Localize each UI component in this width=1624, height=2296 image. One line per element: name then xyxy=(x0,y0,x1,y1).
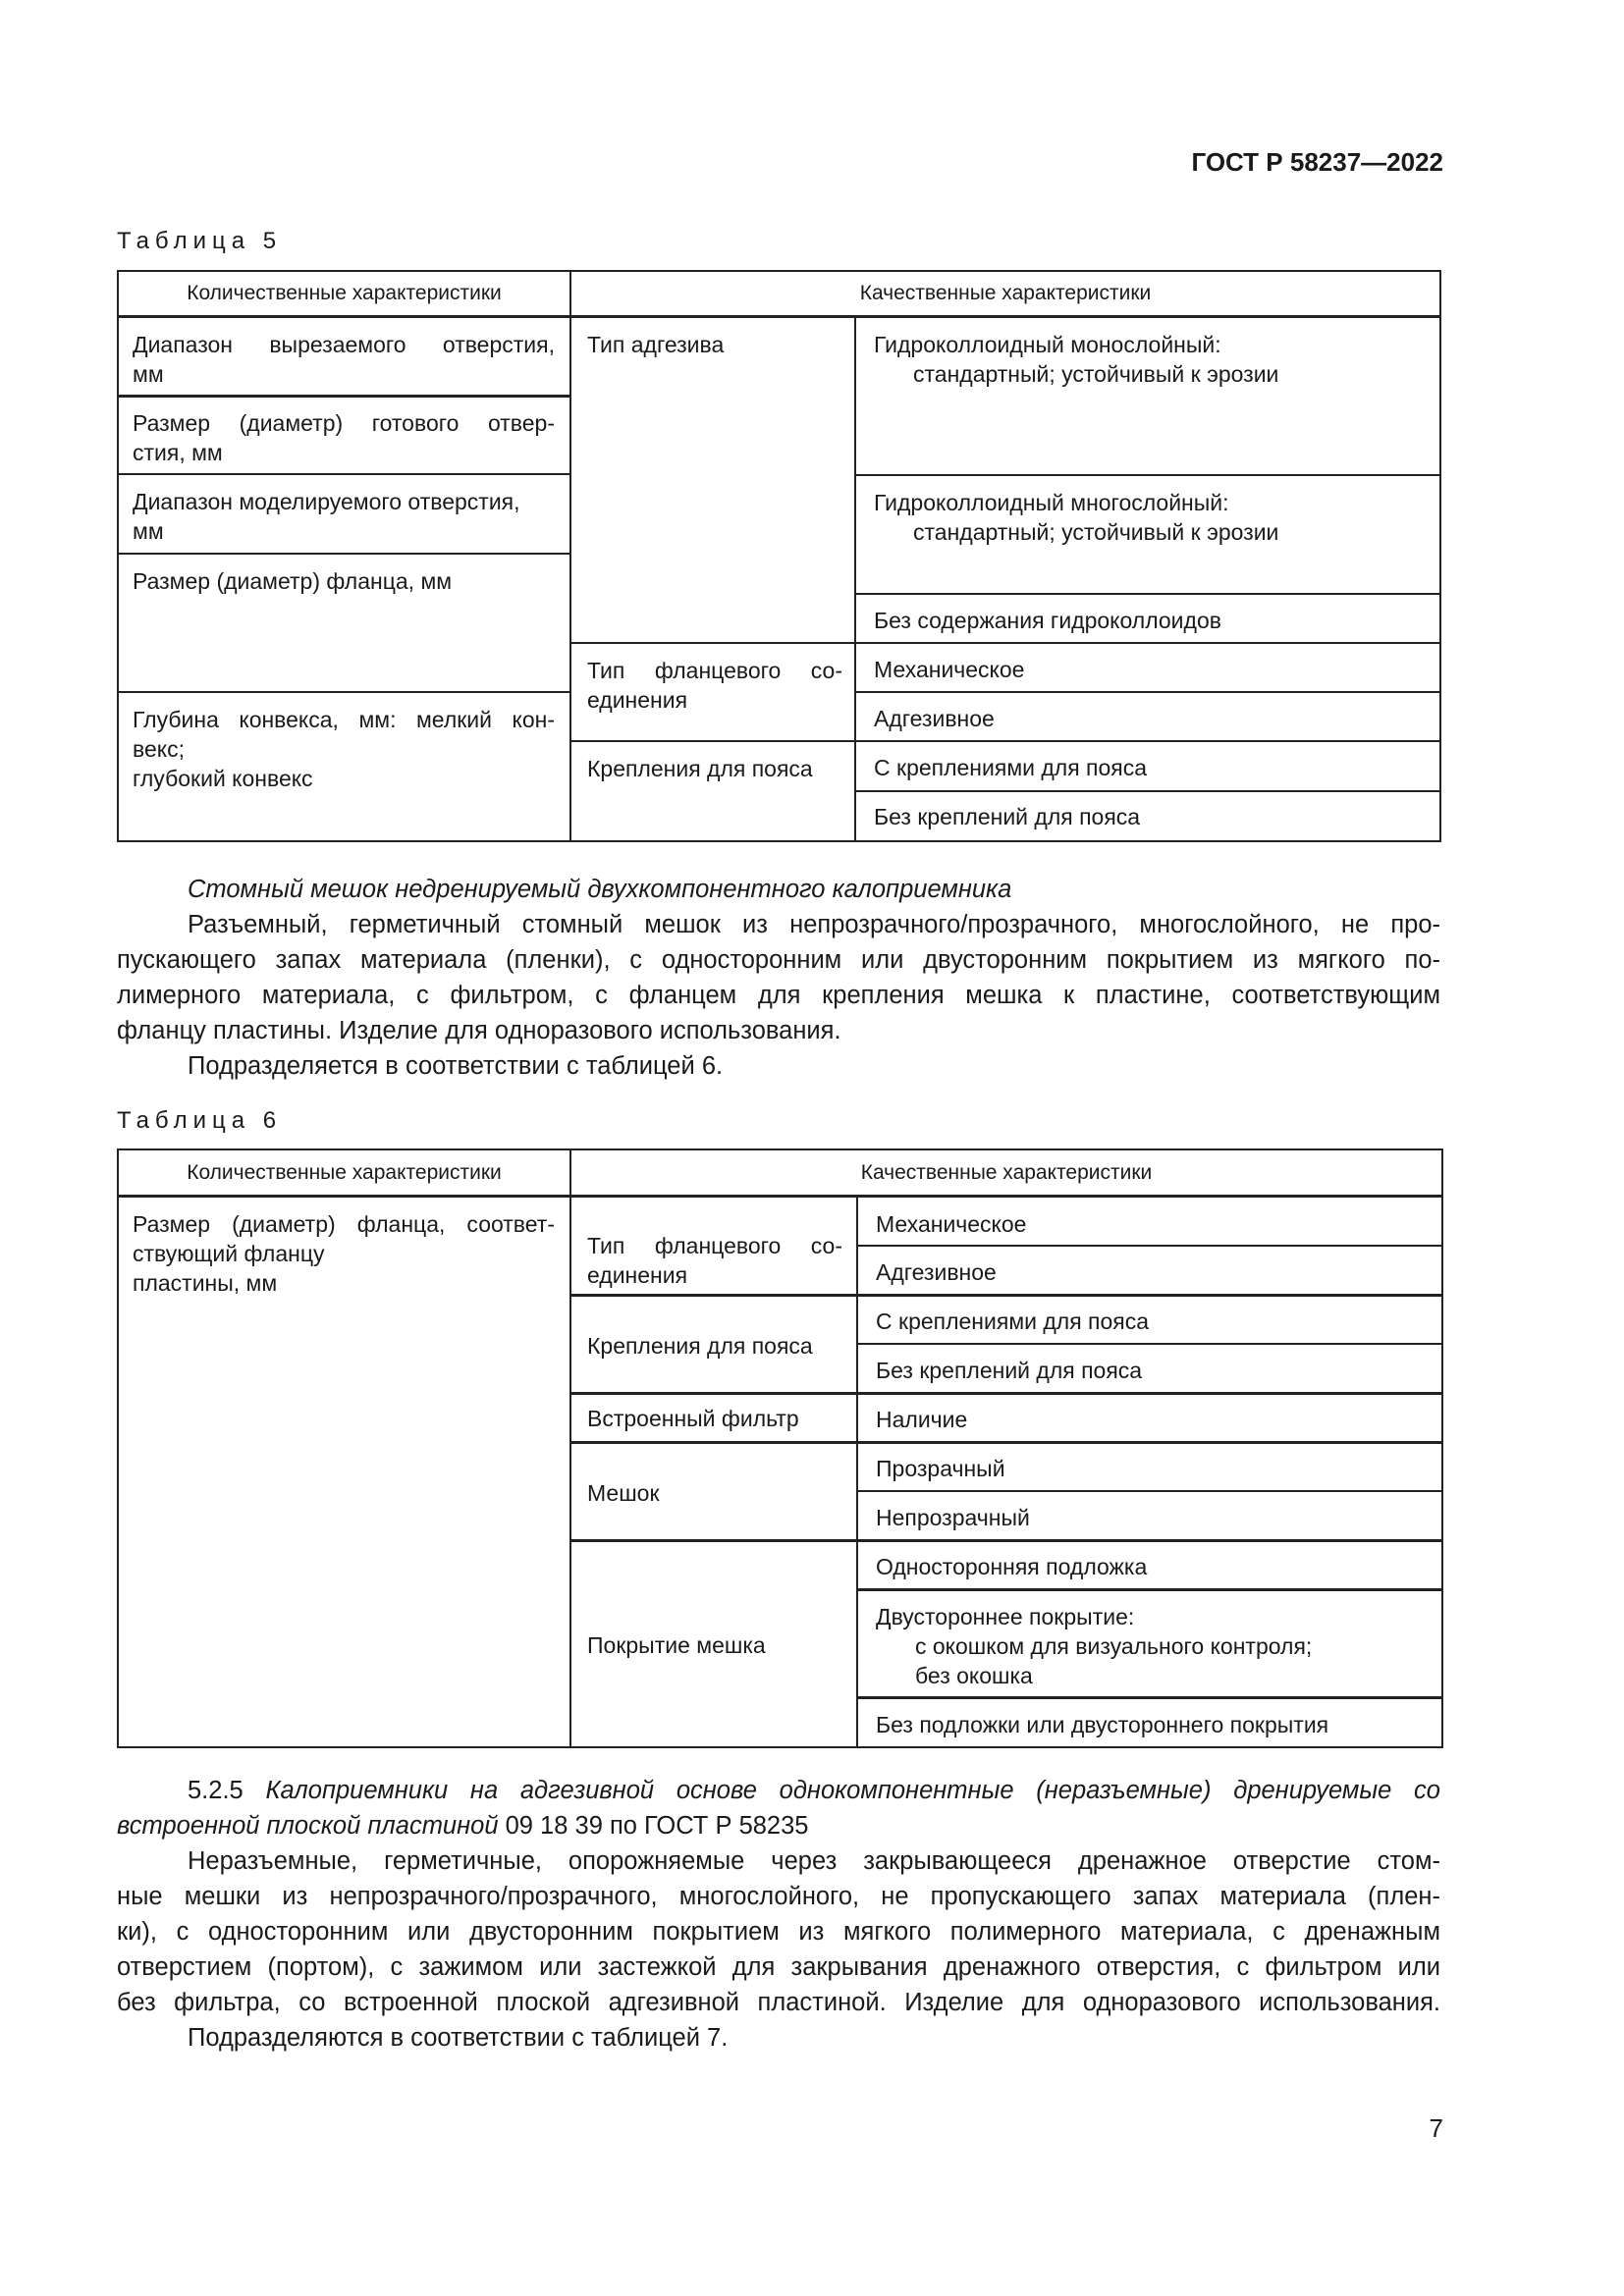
t6-left-flange-size-2: ствующий фланцу xyxy=(133,1241,325,1266)
t5-right-hydro-mono-types: стандартный; устойчивый к эрозии xyxy=(913,361,1279,387)
t6-mid-cover: Покрытие мешка xyxy=(587,1632,766,1658)
table6-header-qualitative: Качественные характеристики xyxy=(860,1161,1153,1184)
t5-left-cut-range-unit: мм xyxy=(133,361,164,387)
section-desc-line-3: ки), с односторонним или двусторонним покрытием из мягкого полимерного материала, с дренажным xyxy=(117,1918,1440,1946)
t6-mid-bag: Мешок xyxy=(587,1480,660,1506)
table6-caption: Таблица 6 xyxy=(117,1107,283,1134)
t5-right-hydro-mono: Гидроколлоидный монослойный: xyxy=(874,332,1221,357)
table5-header-qualitative: Качественные характеристики xyxy=(859,282,1152,304)
table6-header-quantitative: Количественные характеристики xyxy=(187,1161,502,1184)
t5-left-model-range: Диапазон моделируемого отверстия, xyxy=(133,489,520,514)
section-5-2-5 xyxy=(117,1773,1440,2056)
bag-title: Стомный мешок недренируемый двухкомпонентного калоприемника xyxy=(188,876,1012,903)
t6-right-present: Наличие xyxy=(876,1407,968,1432)
bag-desc-line-1: Разъемный, герметичный стомный мешок из непрозрачного/прозрачного, многослойного, не про- xyxy=(188,911,1440,938)
section-desc-line-2: ные мешки из непрозрачного/прозрачного, многослойного, не пропускающего запах материала (плен- xyxy=(117,1883,1440,1910)
t5-mid-flange-connection-2: единения xyxy=(587,687,688,713)
t5-right-no-belt: Без креплений для пояса xyxy=(874,804,1141,829)
t5-right-hydro-multi-types: стандартный; устойчивый к эрозии xyxy=(913,519,1279,545)
t5-right-hydro-multi: Гидроколлоидный многослойный: xyxy=(874,490,1229,515)
section-table-ref: Подразделяются в соответствии с таблицей 7. xyxy=(188,2024,729,2052)
t6-right-two-side-window: с окошком для визуального контроля; xyxy=(915,1633,1313,1659)
bag-desc-line-4: фланцу пластины. Изделие для одноразового использования. xyxy=(117,1017,841,1044)
t6-right-with-belt: С креплениями для пояса xyxy=(876,1308,1150,1334)
t5-right-adhesive: Адгезивное xyxy=(874,706,995,731)
t5-left-convex-depth: Глубина конвекса, мм: мелкий кон- xyxy=(133,707,555,732)
section-number: 5.2.5 xyxy=(188,1777,244,1804)
document-id: ГОСТ Р 58237—2022 xyxy=(1191,147,1443,177)
t6-mid-belt: Крепления для пояса xyxy=(587,1333,813,1359)
section-heading-line-1 xyxy=(117,1773,1440,1808)
t6-right-two-side-nowindow: без окошка xyxy=(915,1663,1033,1688)
t6-mid-flange-connection-2: единения xyxy=(587,1262,688,1288)
text-block-1 xyxy=(117,872,1440,1084)
t5-mid-adhesive-type: Тип адгезива xyxy=(587,332,725,357)
section-title-2: встроенной плоской пластиной xyxy=(117,1812,499,1840)
t5-left-convex-shallow: векс; xyxy=(133,736,185,762)
table5-header-quantitative: Количественные характеристики xyxy=(187,282,502,304)
section-desc-line-4: отверстием (портом), с зажимом или застежкой для закрывания дренажного отверстия, с фильтром или xyxy=(117,1953,1440,1981)
t5-right-no-hydro: Без содержания гидроколлоидов xyxy=(874,608,1221,633)
t6-right-no-belt: Без креплений для пояса xyxy=(876,1358,1143,1383)
t6-left-flange-size: Размер (диаметр) фланца, соответ- xyxy=(133,1211,555,1237)
t6-right-mechanical: Механическое xyxy=(876,1211,1027,1237)
t6-mid-flange-connection: Тип фланцевого со- xyxy=(587,1233,842,1258)
t5-left-convex-deep: глубокий конвекс xyxy=(133,766,313,791)
t5-left-ready-size: Размер (диаметр) готового отвер- xyxy=(133,410,555,436)
t6-right-adhesive: Адгезивное xyxy=(876,1259,997,1285)
t5-left-cut-range: Диапазон вырезаемого отверстия, xyxy=(133,332,555,357)
t5-right-mechanical: Механическое xyxy=(874,657,1025,682)
t5-left-flange-size: Размер (диаметр) фланца, мм xyxy=(133,568,453,594)
section-desc-line-1: Неразъемные, герметичные, опорожняемые через закрывающееся дренажное отверстие стом- xyxy=(188,1847,1440,1875)
t5-left-model-range-unit: мм xyxy=(133,518,164,544)
t6-right-opaque: Непрозрачный xyxy=(876,1505,1030,1530)
section-heading-line-2 xyxy=(117,1808,1440,1843)
t5-mid-belt: Крепления для пояса xyxy=(587,756,813,781)
t6-mid-filter: Встроенный фильтр xyxy=(587,1406,799,1431)
section-desc-line-5: без фильтра, со встроенной плоской адгезивной пластиной. Изделие для одноразового использования. xyxy=(117,1989,1440,2016)
section-code: 09 18 39 по ГОСТ Р 58235 xyxy=(505,1812,809,1840)
t6-right-none: Без подложки или двустороннего покрытия xyxy=(876,1712,1329,1737)
t5-right-with-belt: С креплениями для пояса xyxy=(874,755,1148,780)
table5-caption: Таблица 5 xyxy=(117,228,283,254)
bag-table-ref: Подразделяется в соответствии с таблицей 6. xyxy=(188,1052,724,1080)
t6-left-flange-size-3: пластины, мм xyxy=(133,1270,278,1296)
page-number: 7 xyxy=(1429,2113,1443,2143)
bag-desc-line-2: пускающего запах материала (пленки), с односторонним или двусторонним покрытием из мягкого по- xyxy=(117,946,1440,974)
t6-right-transparent: Прозрачный xyxy=(876,1456,1005,1481)
t5-mid-flange-connection: Тип фланцевого со- xyxy=(587,658,842,683)
t6-right-two-side: Двустороннее покрытие: xyxy=(876,1604,1135,1629)
section-title-1: Калоприемники на адгезивной основе однокомпонентные (неразъемные) дренируемые со xyxy=(265,1777,1440,1804)
bag-desc-line-3: лимерного материала, с фильтром, с фланцем для крепления мешка к пластине, соответствующим xyxy=(117,982,1440,1009)
t6-right-one-side: Односторонняя подложка xyxy=(876,1554,1148,1579)
t5-left-ready-size-unit: стия, мм xyxy=(133,440,223,465)
